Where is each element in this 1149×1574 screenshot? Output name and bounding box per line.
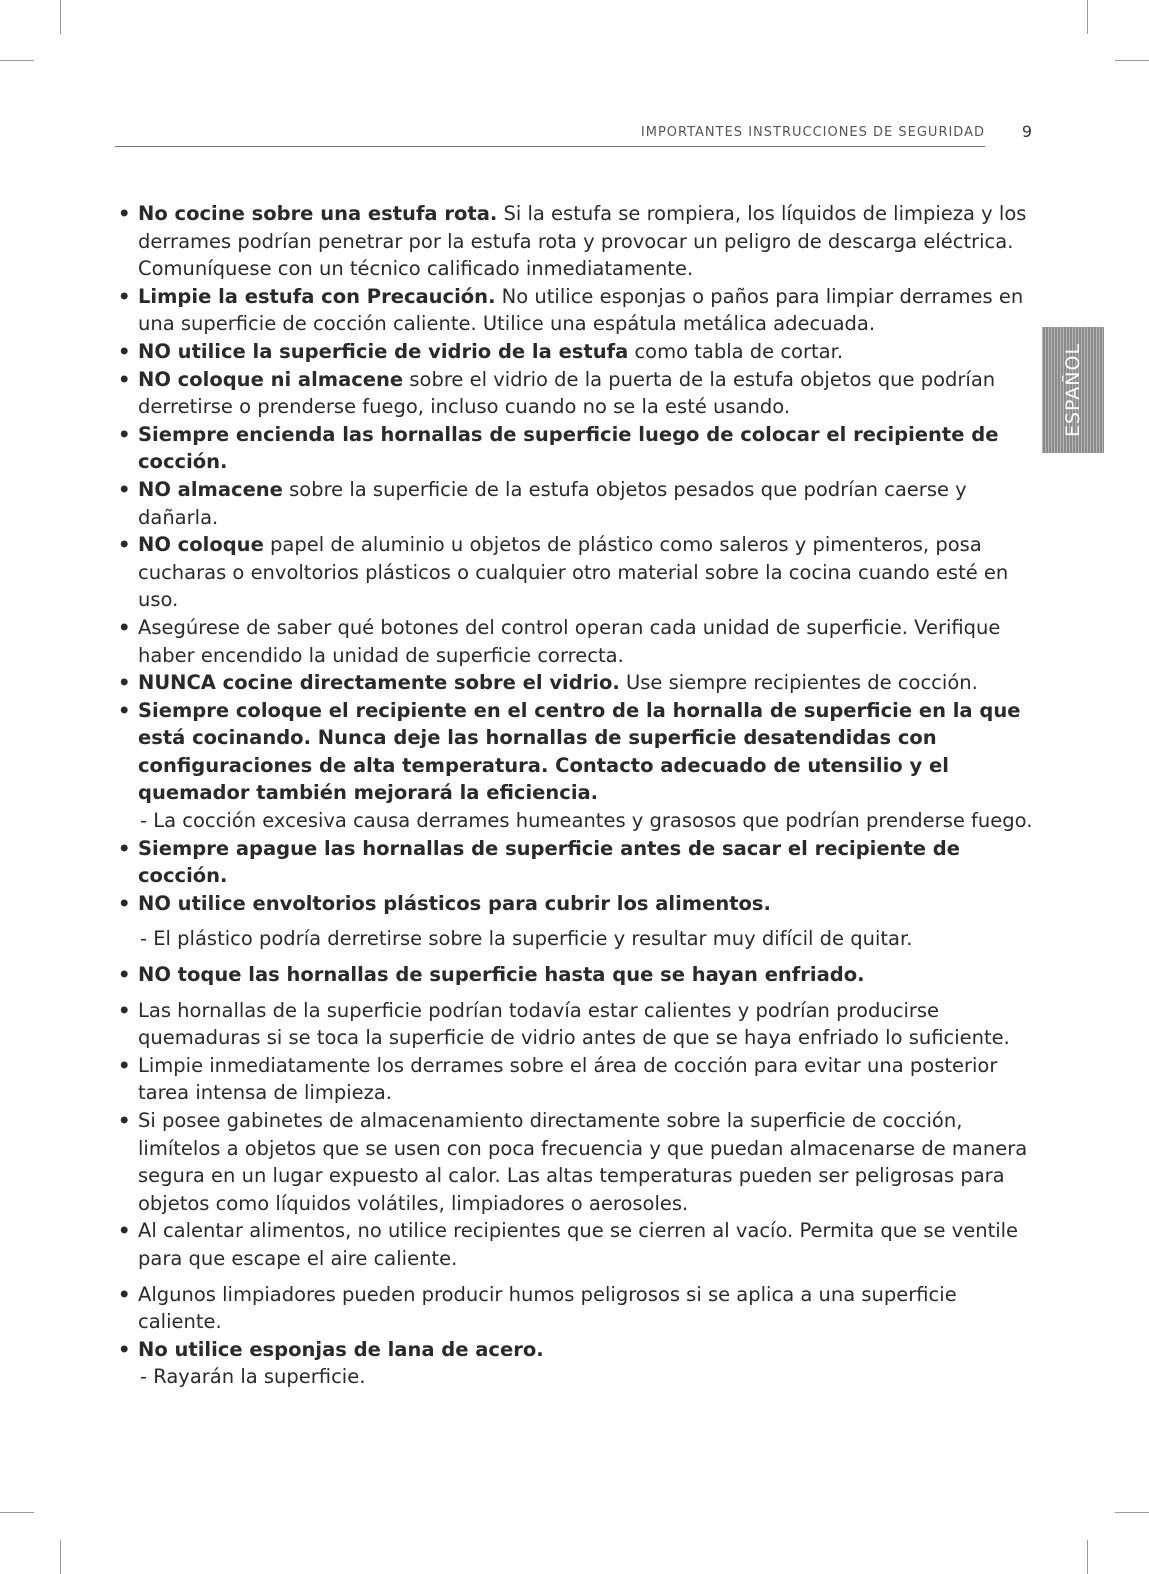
list-item: • NO coloque ni almacene sobre el vidrio de la puerta de la estufa objetos que podrían derretirse o prenderse fuego, incluso cuando no se la esté usando.	[118, 366, 1033, 421]
header-rule	[115, 146, 985, 147]
page-header	[115, 120, 1035, 148]
language-side-tab	[1042, 327, 1104, 453]
crop-mark-top-right-v	[1087, 0, 1088, 34]
crop-mark-top-left-h	[0, 60, 34, 61]
list-item: • Asegúrese de saber qué botones del control operan cada unidad de superficie. Verifique haber encendido la unidad de superficie correcta.	[118, 614, 1033, 669]
list-item: • No cocine sobre una estufa rota. Si la estufa se rompiera, los líquidos de limpieza y los derrames podrían penetrar por la estufa rota y provocar un peligro de descarga eléctrica. Comuníquese con un técnico calificado inmediatamente.	[118, 200, 1033, 283]
list-item: • Limpie inmediatamente los derrames sobre el área de cocción para evitar una posterior tarea intensa de limpieza.	[118, 1052, 1033, 1107]
page-number: 9	[1021, 122, 1032, 141]
list-item: • NO almacene sobre la superficie de la estufa objetos pesados que podrían caerse y dañarla.	[118, 476, 1033, 531]
list-item: • No utilice esponjas de lana de acero.	[118, 1336, 1033, 1364]
list-item: • NO utilice la superficie de vidrio de la estufa como tabla de cortar.	[118, 338, 1033, 366]
crop-mark-bottom-left-h	[0, 1512, 34, 1513]
crop-mark-bottom-right-v	[1087, 1540, 1088, 1574]
list-item: • Siempre coloque el recipiente en el centro de la hornalla de superficie en la que está cocinando. Nunca deje las hornallas de superficie desatendidas con configuraciones de alta temperatura. Contacto adecuado de utensilio y el quemador también mejorará la eficiencia.	[118, 697, 1033, 807]
crop-mark-top-left-v	[60, 0, 61, 34]
list-item: • Algunos limpiadores pueden producir humos peligrosos si se aplica a una superficie caliente.	[118, 1281, 1033, 1336]
crop-mark-bottom-left-v	[60, 1540, 61, 1574]
list-item: • Siempre apague las hornallas de superficie antes de sacar el recipiente de cocción.	[118, 835, 1033, 890]
header-title: IMPORTANTES INSTRUCCIONES DE SEGURIDAD	[640, 125, 985, 140]
list-item: • Si posee gabinetes de almacenamiento directamente sobre la superficie de cocción, limítelos a objetos que se usen con poca frecuencia y que puedan almacenarse de manera segura en un lugar expuesto al calor. Las altas temperaturas pueden ser peligrosas para objetos como líquidos volátiles, limpiadores o aerosoles.	[118, 1107, 1033, 1217]
list-item: • NO coloque papel de aluminio u objetos de plástico como saleros y pimenteros, posa cucharas o envoltorios plásticos o cualquier otro material sobre la cocina cuando esté en uso.	[118, 531, 1033, 614]
list-item: • Al calentar alimentos, no utilice recipientes que se cierren al vacío. Permita que se ventile para que escape el aire caliente.	[118, 1217, 1033, 1272]
sub-item: - Rayarán la superficie.	[140, 1365, 366, 1389]
safety-instructions-list	[118, 200, 1033, 1391]
sub-item: - La cocción excesiva causa derrames humeantes y grasosos que podrían prenderse fuego.	[140, 809, 1033, 833]
list-item: • NO toque las hornallas de superficie hasta que se hayan enfriado.	[118, 961, 1033, 989]
list-item: • NUNCA cocine directamente sobre el vidrio. Use siempre recipientes de cocción.	[118, 669, 1033, 697]
list-item: • Las hornallas de la superficie podrían todavía estar calientes y podrían producirse quemaduras si se toca la superficie de vidrio antes de que se haya enfriado lo suficiente.	[118, 997, 1033, 1052]
sub-item: - El plástico podría derretirse sobre la superficie y resultar muy difícil de quitar.	[140, 927, 913, 951]
crop-mark-bottom-right-h	[1115, 1512, 1149, 1513]
language-tab-label: ESPAÑOL	[1062, 342, 1084, 438]
list-item: • Limpie la estufa con Precaución. No utilice esponjas o paños para limpiar derrames en una superficie de cocción caliente. Utilice una espátula metálica adecuada.	[118, 283, 1033, 338]
list-item: • Siempre encienda las hornallas de superficie luego de colocar el recipiente de cocción.	[118, 421, 1033, 476]
crop-mark-top-right-h	[1115, 60, 1149, 61]
list-item: • NO utilice envoltorios plásticos para cubrir los alimentos.	[118, 890, 1033, 918]
